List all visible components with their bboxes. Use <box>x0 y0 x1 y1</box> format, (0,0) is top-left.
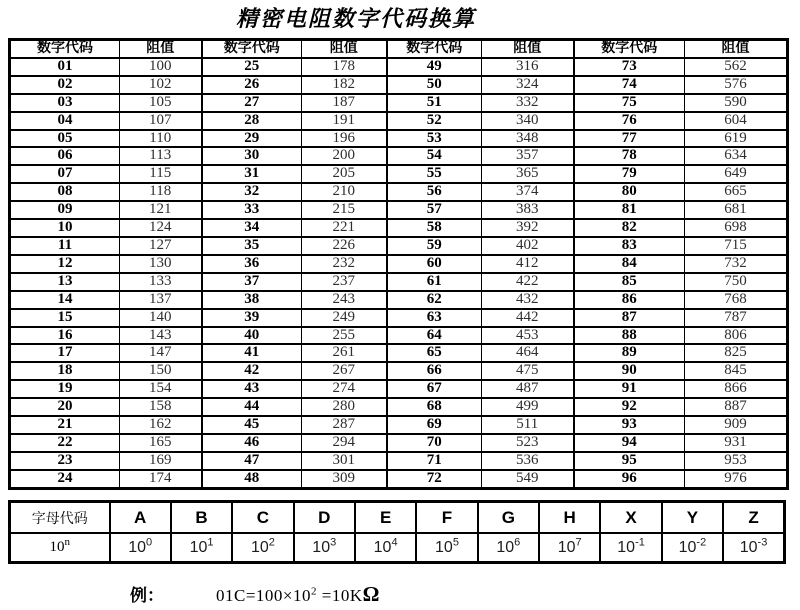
digit-code-cell: 54 <box>387 147 482 165</box>
digit-code-cell: 02 <box>10 76 120 94</box>
resistance-value-cell: 221 <box>302 219 387 237</box>
resistance-value-cell: 649 <box>685 165 788 183</box>
letter-code-cell: B <box>171 502 232 534</box>
resistance-value-cell: 634 <box>685 147 788 165</box>
resistance-header: 阻值 <box>482 40 574 58</box>
digit-code-cell: 06 <box>10 147 120 165</box>
table-row <box>10 416 788 434</box>
digit-code-cell: 67 <box>387 380 482 398</box>
digit-code-cell: 94 <box>574 434 685 452</box>
table-row <box>10 398 788 416</box>
resistance-value-cell: 100 <box>120 58 202 76</box>
letter-code-table <box>8 500 786 564</box>
multiplier-exponent: 7 <box>575 536 582 549</box>
resistance-value-cell: 576 <box>685 76 788 94</box>
digit-code-cell: 39 <box>202 309 302 327</box>
digit-code-cell: 11 <box>10 237 120 255</box>
resistance-value-cell: 301 <box>302 452 387 470</box>
resistance-value-cell: 210 <box>302 183 387 201</box>
digit-code-cell: 57 <box>387 201 482 219</box>
digit-code-cell: 69 <box>387 416 482 434</box>
digit-code-cell: 49 <box>387 58 482 76</box>
resistance-value-cell: 953 <box>685 452 788 470</box>
multiplier-exponent: 6 <box>514 536 521 549</box>
resistance-value-cell: 332 <box>482 94 574 112</box>
digit-code-cell: 17 <box>10 344 120 362</box>
table-row <box>10 380 788 398</box>
resistance-value-cell: 499 <box>482 398 574 416</box>
resistance-value-cell: 374 <box>482 183 574 201</box>
resistance-value-cell: 191 <box>302 112 387 130</box>
resistance-value-cell: 732 <box>685 255 788 273</box>
multiplier-exponent: 1 <box>207 536 214 549</box>
digit-code-cell: 46 <box>202 434 302 452</box>
example-formula-base: 01C=100×10 <box>216 586 312 605</box>
multiplier-exponent: -3 <box>757 536 768 549</box>
resistance-header: 阻值 <box>302 40 387 58</box>
table-row <box>10 434 788 452</box>
letter-code-cell: C <box>232 502 293 534</box>
resistance-value-cell: 309 <box>302 470 387 488</box>
resistance-value-cell: 162 <box>120 416 202 434</box>
resistance-value-cell: 536 <box>482 452 574 470</box>
resistance-value-cell: 845 <box>685 362 788 380</box>
multiplier-exponent: 2 <box>268 536 275 549</box>
multiplier-cell <box>232 533 293 563</box>
exponent-row <box>10 533 785 563</box>
digit-code-cell: 23 <box>10 452 120 470</box>
digit-code-cell: 32 <box>202 183 302 201</box>
digit-code-cell: 33 <box>202 201 302 219</box>
digit-code-cell: 84 <box>574 255 685 273</box>
table-row <box>10 147 788 165</box>
digit-code-cell: 86 <box>574 291 685 309</box>
resistance-value-cell: 113 <box>120 147 202 165</box>
digit-code-cell: 29 <box>202 130 302 148</box>
digit-code-cell: 53 <box>387 130 482 148</box>
resistance-value-cell: 280 <box>302 398 387 416</box>
resistance-value-cell: 619 <box>685 130 788 148</box>
resistance-value-cell: 243 <box>302 291 387 309</box>
table-row <box>10 130 788 148</box>
multiplier-base: 10 <box>739 538 758 556</box>
resistance-value-cell: 200 <box>302 147 387 165</box>
digit-code-cell: 12 <box>10 255 120 273</box>
multiplier-cell <box>723 533 784 563</box>
resistance-value-cell: 523 <box>482 434 574 452</box>
resistance-value-cell: 453 <box>482 327 574 345</box>
resistance-value-cell: 140 <box>120 309 202 327</box>
digit-code-cell: 40 <box>202 327 302 345</box>
resistance-value-cell: 549 <box>482 470 574 488</box>
multiplier-exponent: 3 <box>330 536 337 549</box>
digit-code-cell: 95 <box>574 452 685 470</box>
digit-code-cell: 81 <box>574 201 685 219</box>
resistance-value-cell: 806 <box>685 327 788 345</box>
resistance-value-cell: 422 <box>482 273 574 291</box>
digit-code-cell: 68 <box>387 398 482 416</box>
table-row <box>10 112 788 130</box>
resistance-value-cell: 787 <box>685 309 788 327</box>
resistance-value-cell: 324 <box>482 76 574 94</box>
letter-code-cell: A <box>110 502 171 534</box>
resistance-value-cell: 178 <box>302 58 387 76</box>
resistor-code-table <box>8 38 789 490</box>
letter-code-cell: X <box>600 502 661 534</box>
resistance-value-cell: 316 <box>482 58 574 76</box>
digit-code-cell: 25 <box>202 58 302 76</box>
resistance-value-cell: 215 <box>302 201 387 219</box>
resistance-value-cell: 154 <box>120 380 202 398</box>
resistance-value-cell: 124 <box>120 219 202 237</box>
resistor-table-body <box>10 58 788 488</box>
table-row <box>10 291 788 309</box>
letter-code-cell: H <box>539 502 600 534</box>
digit-code-cell: 19 <box>10 380 120 398</box>
digit-code-cell: 42 <box>202 362 302 380</box>
multiplier-base: 10 <box>678 538 697 556</box>
example-formula-result: =10K <box>317 586 363 605</box>
multiplier-base: 10 <box>373 538 392 556</box>
table-row <box>10 452 788 470</box>
resistance-value-cell: 237 <box>302 273 387 291</box>
digit-code-cell: 61 <box>387 273 482 291</box>
table-row <box>10 344 788 362</box>
digit-code-cell: 78 <box>574 147 685 165</box>
resistance-value-cell: 150 <box>120 362 202 380</box>
digit-code-cell: 70 <box>387 434 482 452</box>
resistance-header: 阻值 <box>685 40 788 58</box>
resistance-value-cell: 105 <box>120 94 202 112</box>
resistance-header: 阻值 <box>120 40 202 58</box>
multiplier-cell <box>171 533 232 563</box>
digit-code-cell: 80 <box>574 183 685 201</box>
multiplier-cell <box>662 533 723 563</box>
digit-code-cell: 55 <box>387 165 482 183</box>
digit-code-cell: 52 <box>387 112 482 130</box>
digit-code-cell: 26 <box>202 76 302 94</box>
resistance-value-cell: 768 <box>685 291 788 309</box>
letter-code-cell: D <box>294 502 355 534</box>
digit-code-cell: 74 <box>574 76 685 94</box>
resistance-value-cell: 866 <box>685 380 788 398</box>
table-row <box>10 219 788 237</box>
resistance-value-cell: 182 <box>302 76 387 94</box>
multiplier-base: 10 <box>312 538 331 556</box>
resistance-value-cell: 196 <box>302 130 387 148</box>
letter-code-header: 字母代码 <box>10 502 110 534</box>
digit-code-cell: 16 <box>10 327 120 345</box>
multiplier-base: 10 <box>496 538 515 556</box>
digit-code-cell: 34 <box>202 219 302 237</box>
table-row <box>10 327 788 345</box>
multiplier-base: 10 <box>557 538 576 556</box>
resistance-value-cell: 121 <box>120 201 202 219</box>
digit-code-cell: 62 <box>387 291 482 309</box>
example-formula-exponent: 2 <box>311 585 318 598</box>
table-row <box>10 58 788 76</box>
digit-code-cell: 13 <box>10 273 120 291</box>
letter-code-cell: Y <box>662 502 723 534</box>
digit-code-cell: 60 <box>387 255 482 273</box>
multiplier-cell <box>416 533 477 563</box>
digit-code-cell: 35 <box>202 237 302 255</box>
resistance-value-cell: 357 <box>482 147 574 165</box>
multiplier-base: 10 <box>435 538 453 556</box>
resistance-value-cell: 562 <box>685 58 788 76</box>
resistance-value-cell: 909 <box>685 416 788 434</box>
power-base: 10 <box>49 539 65 555</box>
digit-code-header: 数字代码 <box>202 40 302 58</box>
resistance-value-cell: 127 <box>120 237 202 255</box>
digit-code-cell: 73 <box>574 58 685 76</box>
digit-code-cell: 72 <box>387 470 482 488</box>
resistance-value-cell: 261 <box>302 344 387 362</box>
digit-code-cell: 58 <box>387 219 482 237</box>
resistance-value-cell: 165 <box>120 434 202 452</box>
digit-code-cell: 76 <box>574 112 685 130</box>
resistance-value-cell: 115 <box>120 165 202 183</box>
table-row <box>10 76 788 94</box>
resistance-value-cell: 274 <box>302 380 387 398</box>
multiplier-base: 10 <box>189 538 208 556</box>
resistance-value-cell: 383 <box>482 201 574 219</box>
resistance-value-cell: 118 <box>120 183 202 201</box>
digit-code-cell: 93 <box>574 416 685 434</box>
digit-code-cell: 59 <box>387 237 482 255</box>
table-row <box>10 470 788 488</box>
digit-code-cell: 15 <box>10 309 120 327</box>
digit-code-cell: 77 <box>574 130 685 148</box>
ohm-symbol: Ω <box>362 582 380 606</box>
resistance-value-cell: 232 <box>302 255 387 273</box>
digit-code-cell: 64 <box>387 327 482 345</box>
digit-code-cell: 90 <box>574 362 685 380</box>
letter-code-cell: E <box>355 502 416 534</box>
resistance-value-cell: 750 <box>685 273 788 291</box>
digit-code-cell: 31 <box>202 165 302 183</box>
table-row <box>10 165 788 183</box>
resistance-value-cell: 130 <box>120 255 202 273</box>
digit-code-cell: 21 <box>10 416 120 434</box>
digit-code-cell: 47 <box>202 452 302 470</box>
resistance-value-cell: 665 <box>685 183 788 201</box>
digit-code-cell: 20 <box>10 398 120 416</box>
multiplier-base: 10 <box>250 538 269 556</box>
digit-code-cell: 51 <box>387 94 482 112</box>
resistance-value-cell: 976 <box>685 470 788 488</box>
multiplier-cell <box>539 533 600 563</box>
digit-code-cell: 36 <box>202 255 302 273</box>
resistance-value-cell: 340 <box>482 112 574 130</box>
multiplier-exponent: 5 <box>452 536 459 549</box>
digit-code-cell: 27 <box>202 94 302 112</box>
resistance-value-cell: 287 <box>302 416 387 434</box>
digit-code-cell: 28 <box>202 112 302 130</box>
digit-code-cell: 75 <box>574 94 685 112</box>
resistance-value-cell: 107 <box>120 112 202 130</box>
multiplier-exponent: -2 <box>696 536 707 549</box>
digit-code-cell: 65 <box>387 344 482 362</box>
example-formula <box>216 582 380 606</box>
digit-code-cell: 85 <box>574 273 685 291</box>
digit-code-cell: 09 <box>10 201 120 219</box>
resistor-table-header-row <box>10 40 788 58</box>
table-row <box>10 309 788 327</box>
multiplier-cell <box>110 533 171 563</box>
resistance-value-cell: 187 <box>302 94 387 112</box>
digit-code-cell: 50 <box>387 76 482 94</box>
digit-code-cell: 63 <box>387 309 482 327</box>
resistance-value-cell: 147 <box>120 344 202 362</box>
resistance-value-cell: 143 <box>120 327 202 345</box>
resistance-value-cell: 267 <box>302 362 387 380</box>
resistance-value-cell: 294 <box>302 434 387 452</box>
digit-code-cell: 91 <box>574 380 685 398</box>
resistance-value-cell: 442 <box>482 309 574 327</box>
resistance-value-cell: 226 <box>302 237 387 255</box>
table-row <box>10 183 788 201</box>
resistance-value-cell: 158 <box>120 398 202 416</box>
digit-code-cell: 96 <box>574 470 685 488</box>
resistance-value-cell: 174 <box>120 470 202 488</box>
digit-code-header: 数字代码 <box>387 40 482 58</box>
resistance-value-cell: 110 <box>120 130 202 148</box>
resistance-value-cell: 249 <box>302 309 387 327</box>
resistance-value-cell: 590 <box>685 94 788 112</box>
digit-code-cell: 44 <box>202 398 302 416</box>
digit-code-cell: 03 <box>10 94 120 112</box>
digit-code-cell: 10 <box>10 219 120 237</box>
multiplier-base: 10 <box>617 538 636 556</box>
digit-code-cell: 43 <box>202 380 302 398</box>
digit-code-cell: 45 <box>202 416 302 434</box>
resistance-value-cell: 681 <box>685 201 788 219</box>
digit-code-cell: 01 <box>10 58 120 76</box>
table-row <box>10 201 788 219</box>
digit-code-cell: 79 <box>574 165 685 183</box>
resistance-value-cell: 205 <box>302 165 387 183</box>
multiplier-exponent: 4 <box>391 536 398 549</box>
digit-code-cell: 04 <box>10 112 120 130</box>
example-label: 例： <box>130 586 164 605</box>
table-row <box>10 362 788 380</box>
multiplier-cell <box>355 533 416 563</box>
resistance-value-cell: 825 <box>685 344 788 362</box>
multiplier-exponent: 0 <box>146 536 153 549</box>
digit-code-cell: 83 <box>574 237 685 255</box>
table-row <box>10 255 788 273</box>
letter-row <box>10 502 785 534</box>
resistance-value-cell: 487 <box>482 380 574 398</box>
digit-code-cell: 38 <box>202 291 302 309</box>
letter-code-cell: Z <box>723 502 784 534</box>
multiplier-exponent: -1 <box>635 536 645 549</box>
resistance-value-cell: 392 <box>482 219 574 237</box>
digit-code-cell: 07 <box>10 165 120 183</box>
resistance-value-cell: 365 <box>482 165 574 183</box>
page-title: 精密电阻数字代码换算 <box>235 6 476 31</box>
resistance-value-cell: 464 <box>482 344 574 362</box>
resistance-value-cell: 402 <box>482 237 574 255</box>
digit-code-cell: 22 <box>10 434 120 452</box>
digit-code-cell: 82 <box>574 219 685 237</box>
multiplier-cell <box>600 533 661 563</box>
resistance-value-cell: 931 <box>685 434 788 452</box>
table-row <box>10 94 788 112</box>
letter-code-cell: G <box>478 502 539 534</box>
resistance-value-cell: 133 <box>120 273 202 291</box>
resistance-value-cell: 137 <box>120 291 202 309</box>
resistance-value-cell: 887 <box>685 398 788 416</box>
digit-code-cell: 56 <box>387 183 482 201</box>
power-row-label <box>10 533 110 563</box>
digit-code-cell: 66 <box>387 362 482 380</box>
multiplier-cell <box>478 533 539 563</box>
resistance-value-cell: 511 <box>482 416 574 434</box>
resistance-value-cell: 432 <box>482 291 574 309</box>
digit-code-header: 数字代码 <box>10 40 120 58</box>
digit-code-cell: 14 <box>10 291 120 309</box>
digit-code-cell: 30 <box>202 147 302 165</box>
digit-code-header: 数字代码 <box>574 40 685 58</box>
letter-code-cell: F <box>416 502 477 534</box>
resistance-value-cell: 348 <box>482 130 574 148</box>
multiplier-base: 10 <box>128 538 147 556</box>
resistance-value-cell: 255 <box>302 327 387 345</box>
power-exponent-n: n <box>64 536 70 548</box>
resistance-value-cell: 169 <box>120 452 202 470</box>
digit-code-cell: 88 <box>574 327 685 345</box>
table-row <box>10 237 788 255</box>
digit-code-cell: 87 <box>574 309 685 327</box>
multiplier-cell <box>294 533 355 563</box>
digit-code-cell: 18 <box>10 362 120 380</box>
digit-code-cell: 89 <box>574 344 685 362</box>
resistance-value-cell: 102 <box>120 76 202 94</box>
digit-code-cell: 05 <box>10 130 120 148</box>
digit-code-cell: 41 <box>202 344 302 362</box>
digit-code-cell: 71 <box>387 452 482 470</box>
digit-code-cell: 37 <box>202 273 302 291</box>
digit-code-cell: 48 <box>202 470 302 488</box>
resistance-value-cell: 475 <box>482 362 574 380</box>
table-row <box>10 273 788 291</box>
digit-code-cell: 24 <box>10 470 120 488</box>
resistance-value-cell: 604 <box>685 112 788 130</box>
resistance-value-cell: 698 <box>685 219 788 237</box>
example-line <box>130 581 380 607</box>
digit-code-cell: 92 <box>574 398 685 416</box>
digit-code-cell: 08 <box>10 183 120 201</box>
resistance-value-cell: 412 <box>482 255 574 273</box>
resistance-value-cell: 715 <box>685 237 788 255</box>
